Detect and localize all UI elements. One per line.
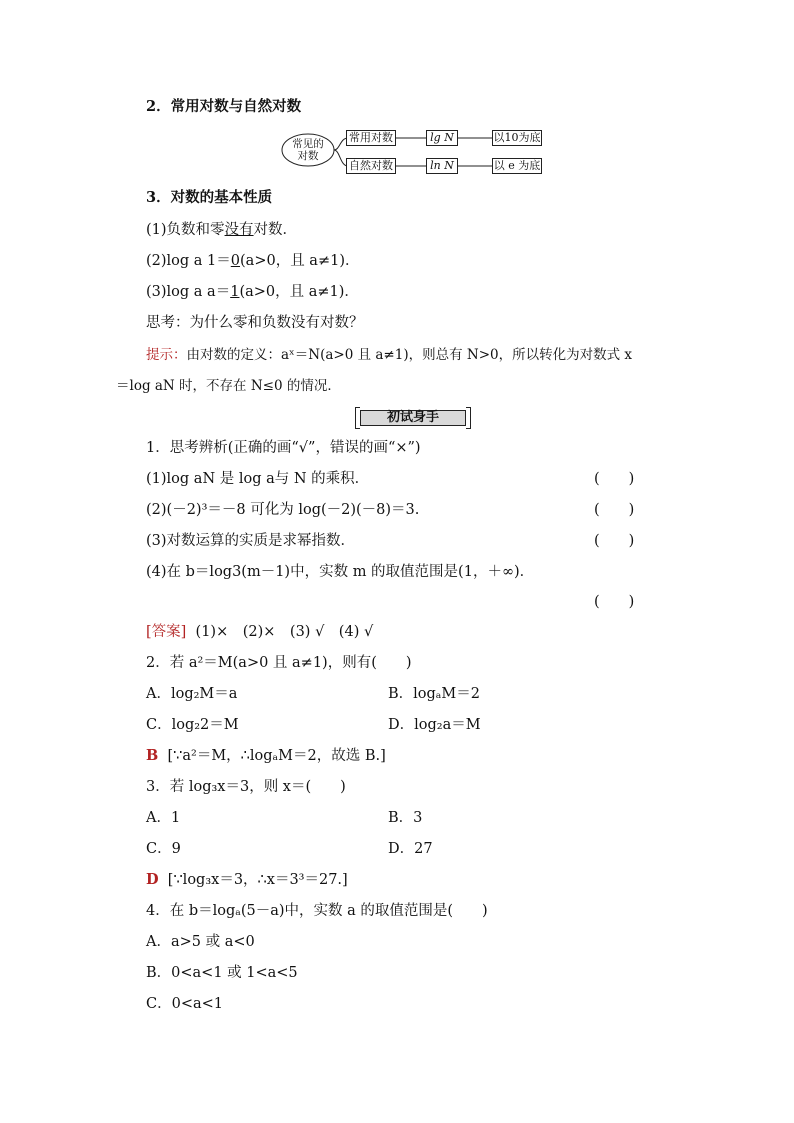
property-1-end: 对数． [253,222,298,238]
diagram-ln-symbol: ln N [426,158,458,174]
q4-option-b: B．0<a<1 或 1<a<5 [146,965,298,981]
diagram-root-line2: 对数 [297,150,319,162]
q2-stem: 2．若 a²＝M(a>0 且 a≠1)，则有( ) [146,655,412,671]
diagram-natural-log: 自然对数 [346,158,396,174]
diagram-base-10: 以10为底 [493,131,541,144]
diagram-common-log: 常用对数 [346,130,396,146]
q2-option-d: D．log₂a＝M [388,717,481,733]
diagram-base-e: 以 e 为底 [493,159,541,172]
property-1-blank: 没有 [224,222,254,238]
property-2-text: (2)log a 1＝ [146,253,231,269]
q1-blank-4: ( ) [594,594,635,610]
q2-option-a: A．log₂M＝a [146,686,238,702]
property-3-end: (a>0，且 a≠1)． [239,284,359,300]
property-2 [146,251,359,271]
hint-text-1: 由对数的定义：aˣ＝N(a>0 且 a≠1)，则总有 N>0，所以转化为对数式 x [186,347,633,363]
q2-explanation: [∵a²＝M，∴logₐM＝2，故选 B.] [167,748,386,764]
q1-item-3: (3)对数运算的实质是求幂指数． [146,533,356,549]
property-3-text: (3)log a a＝ [146,284,231,300]
q2-option-c: C．log₂2＝M [146,717,239,733]
q2-option-b: B．logₐM＝2 [388,686,480,702]
q1-blank-2: ( ) [594,502,635,518]
hint-label: 提示： [146,347,187,363]
answer-text: (1)× (2)× (3) √ (4) √ [195,624,374,640]
think-question: 思考：为什么零和负数没有对数？ [146,315,364,331]
property-3 [146,282,359,302]
q1-item-4: (4)在 b＝log3(m－1)中，实数 m 的取值范围是(1，＋∞)． [146,564,535,580]
q3-option-a: A．1 [146,810,181,826]
q3-stem: 3．若 log₃x＝3，则 x＝( ) [146,779,346,795]
hint-line-1 [146,345,632,365]
answer-label: [答案] [146,624,187,640]
diagram-lg-symbol: lg N [426,130,458,146]
property-1 [146,220,297,240]
hint-line-2: ＝log aN 时，不存在 N≤0 的情况． [116,378,341,394]
section-3-title: 3．对数的基本性质 [146,189,273,206]
property-2-end: (a>0，且 a≠1)． [240,253,360,269]
diagram-root-line1: 常见的 [292,138,324,150]
q1-blank-1: ( ) [594,471,635,487]
property-2-blank: 0 [230,253,241,269]
q3-answer-letter: D [146,871,159,888]
q1-blank-3: ( ) [594,533,635,549]
q1-item-1: (1)log aN 是 log a与 N 的乘积． [146,471,370,487]
q3-solution [146,870,348,890]
q3-option-b: B．3 [388,810,423,826]
q1-item-2: (2)(－2)³＝－8 可化为 log(－2)(－8)＝3. [146,502,420,518]
q4-stem: 4．在 b＝logₐ(5－a)中，实数 a 的取值范围是( ) [146,903,488,919]
q3-option-d: D．27 [388,841,433,857]
q4-option-a: A．a>5 或 a<0 [146,934,255,950]
q1-stem: 1．思考辨析(正确的画“√”，错误的画“×”) [146,440,421,456]
property-3-blank: 1 [230,284,240,300]
section-banner: 初试身手 [360,410,466,426]
section-2-title: 2．常用对数与自然对数 [146,98,302,115]
q1-answer [146,622,373,642]
q2-answer-letter: B [146,747,159,764]
q3-explanation: [∵log₃x＝3，∴x＝3³＝27.] [167,872,348,888]
q3-option-c: C．9 [146,841,181,857]
property-1-text: (1)负数和零 [146,222,225,238]
diagram-root [286,138,330,162]
q2-solution [146,746,386,766]
q4-option-c: C．0<a<1 [146,996,223,1012]
